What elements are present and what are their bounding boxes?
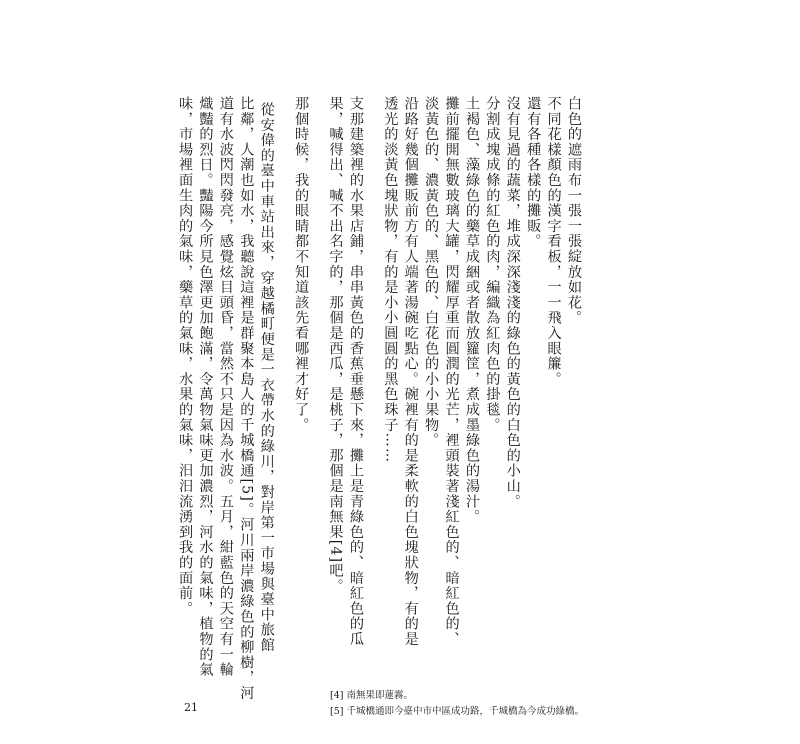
text-column: 比鄰，人潮也如水，我聽說這裡是群聚本島人的千城橋通[5]。河川兩岸濃綠色的柳樹，河 (238, 96, 255, 701)
text-column: 土褐色、藻綠色的藥草成綑或者散放籮筐，煮成墨綠色的湯汁。 (463, 96, 480, 525)
text-column: 從安偉的臺中車站出來，穿越橘町便是一衣帶水的綠川，對岸第一市場與臺中旅館 (258, 102, 275, 653)
text-column: 透光的淡黃色塊狀物，有的是小小圓圓的黑色珠子…… (382, 96, 399, 464)
text-column: 沿路好幾個攤販前方有人端著湯碗吃點心。碗裡有的是柔軟的白色塊狀物，有的是 (402, 96, 419, 647)
footnote: [4] 南無果即蓮霧。 (330, 690, 413, 701)
text-column: 不同花樣顏色的漢字看板，一一飛入眼簾。 (545, 96, 562, 387)
text-column: 味，市場裡面生肉的氣味，藥草的氣味，水果的氣味，汨汨流湧到我的面前。 (177, 96, 194, 617)
text-column: 支那建築裡的水果店鋪，串串黃色的香蕉垂懸下來，攤上是青綠色的、暗紅色的瓜 (347, 96, 364, 647)
text-column: 還有各種各樣的攤販。 (525, 96, 542, 249)
text-column: 道有水波閃閃發亮，感覺炫目頭昏，當然不只是因為水波。五月，紺藍色的天空有一輪 (217, 96, 234, 678)
text-column: 沒有見過的蔬菜，堆成深深淺淺的綠色的黃色的白色的小山。 (504, 96, 521, 510)
text-column: 果，喊得出、喊不出名字的，那個是西瓜，是桃子，那個是南無果[4]吧。 (327, 96, 344, 594)
text-column: 那個時候，我的眼睛都不知道該先看哪裡才好了。 (293, 96, 310, 433)
text-column: 攤前擺開無數玻璃大罐，閃耀厚重而圓潤的光芒，裡頭裝著淺紅色的、暗紅色的、 (443, 96, 460, 647)
footnotes (330, 688, 584, 720)
text-column: 淡黃色的、濃黃色的、黑色的、白花色的小小果物。 (423, 96, 440, 448)
text-column: 分割成塊成條的紅色的肉，編織為紅肉色的掛毯。 (484, 96, 501, 433)
text-column: 熾豔的烈日。豔陽今所見色澤更加飽滿，令萬物氣味更加濃烈，河水的氣味，植物的氣 (197, 96, 214, 678)
page-number: 21 (184, 701, 198, 714)
text-column: 白色的遮雨布一張一張綻放如花。 (566, 96, 582, 326)
footnote: [5] 千城橋通即今臺中市中區成功路，千城橋為今成功綠橋。 (330, 706, 584, 717)
